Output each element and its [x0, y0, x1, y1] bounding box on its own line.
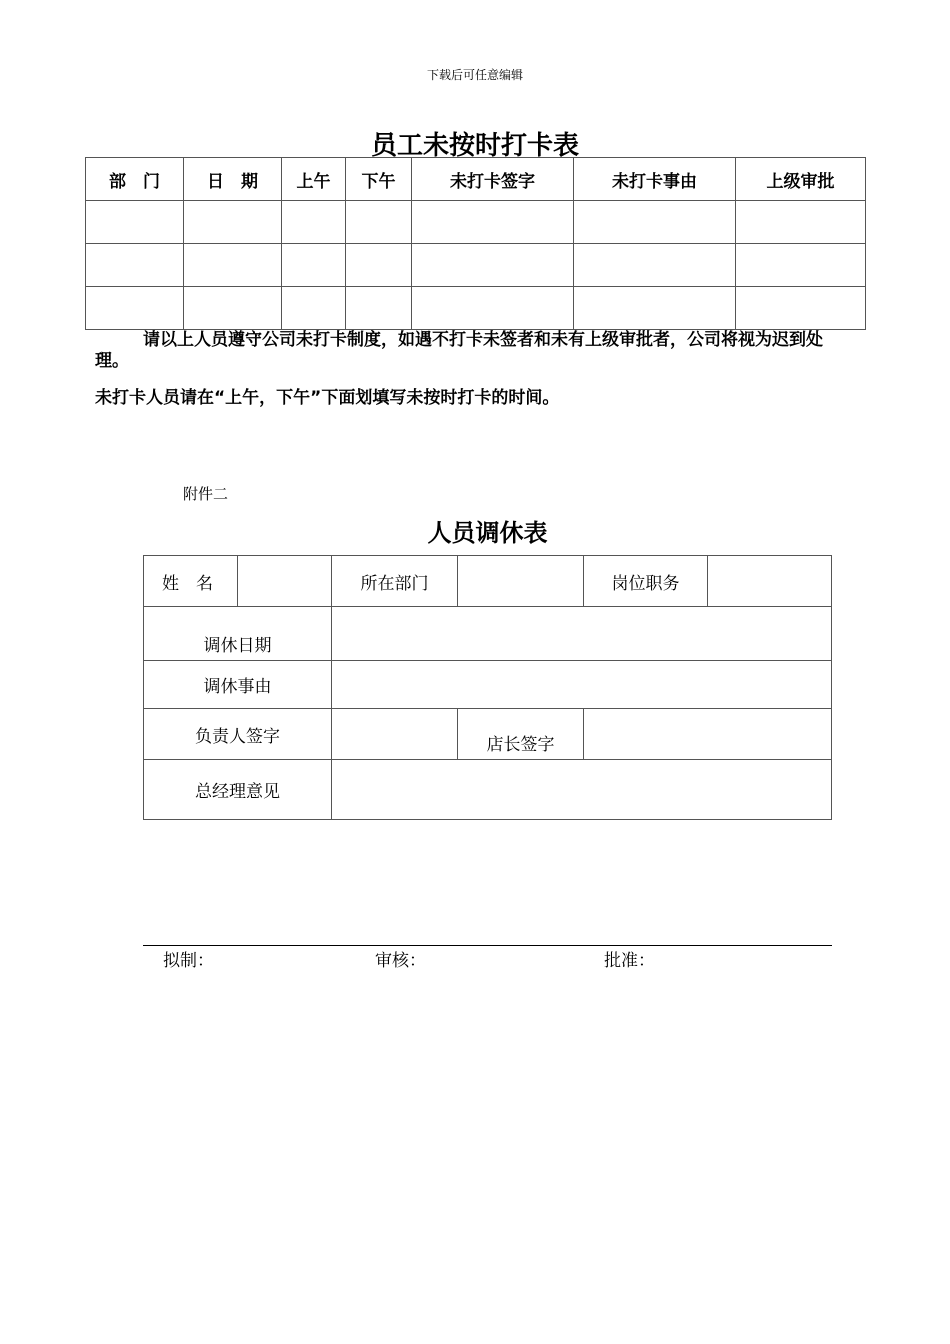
blank-cell[interactable]	[736, 287, 866, 330]
blank-cell[interactable]	[574, 287, 736, 330]
position-label: 岗位职务	[584, 556, 708, 607]
blank-cell[interactable]	[184, 287, 282, 330]
leave-date-label: 调休日期	[144, 607, 332, 661]
blank-cell[interactable]	[282, 287, 346, 330]
name-field[interactable]	[238, 556, 332, 607]
leave-form-table	[143, 555, 832, 820]
name-label: 姓 名	[144, 556, 238, 607]
blank-cell[interactable]	[346, 201, 412, 244]
table-row	[86, 244, 866, 287]
blank-cell[interactable]	[574, 244, 736, 287]
leave-reason-field[interactable]	[332, 661, 832, 709]
signature-divider	[143, 945, 832, 946]
blank-cell[interactable]	[346, 287, 412, 330]
blank-cell[interactable]	[282, 244, 346, 287]
header-morning: 上午	[282, 158, 346, 201]
blank-cell[interactable]	[86, 244, 184, 287]
annex-label: 附件二	[183, 485, 229, 503]
review-signature-label: 审核：	[375, 951, 426, 971]
table-header-row	[86, 158, 866, 201]
table-row	[86, 287, 866, 330]
store-manager-sign-label: 店长签字	[458, 709, 584, 760]
blank-cell[interactable]	[184, 244, 282, 287]
notice-text-2: 未打卡人员请在“上午，下午”下面划填写未按时打卡的时间。	[95, 388, 560, 408]
gm-opinion-field[interactable]	[332, 760, 832, 820]
form1-title: 员工未按时打卡表	[370, 131, 579, 161]
header-reason: 未打卡事由	[574, 158, 736, 201]
table-row	[144, 556, 832, 607]
notice-text-1: 请以上人员遵守公司未打卡制度，如遇不打卡未签者和未有上级审批者，公司将视为迟到处理。	[95, 330, 823, 371]
draft-signature-label: 拟制：	[163, 951, 214, 971]
header-signature: 未打卡签字	[412, 158, 574, 201]
manager-sign-field[interactable]	[332, 709, 458, 760]
blank-cell[interactable]	[184, 201, 282, 244]
blank-cell[interactable]	[346, 244, 412, 287]
form2-title: 人员调休表	[427, 519, 548, 547]
store-manager-sign-field[interactable]	[584, 709, 832, 760]
blank-cell[interactable]	[412, 244, 574, 287]
blank-cell[interactable]	[282, 201, 346, 244]
manager-sign-label: 负责人签字	[144, 709, 332, 760]
header-approval: 上级审批	[736, 158, 866, 201]
header-note: 下载后可任意编辑	[426, 68, 523, 82]
approve-signature-label: 批准：	[604, 951, 655, 971]
blank-cell[interactable]	[412, 287, 574, 330]
blank-cell[interactable]	[736, 244, 866, 287]
attendance-table	[85, 157, 866, 330]
position-field[interactable]	[708, 556, 832, 607]
blank-cell[interactable]	[86, 201, 184, 244]
blank-cell[interactable]	[574, 201, 736, 244]
table-row	[144, 661, 832, 709]
gm-opinion-label: 总经理意见	[144, 760, 332, 820]
blank-cell[interactable]	[736, 201, 866, 244]
header-date: 日 期	[184, 158, 282, 201]
table-row	[144, 760, 832, 820]
table-row	[144, 607, 832, 661]
blank-cell[interactable]	[86, 287, 184, 330]
table-row	[144, 709, 832, 760]
department-field[interactable]	[458, 556, 584, 607]
header-department: 部 门	[86, 158, 184, 201]
table-row	[86, 201, 866, 244]
header-afternoon: 下午	[346, 158, 412, 201]
blank-cell[interactable]	[412, 201, 574, 244]
leave-reason-label: 调休事由	[144, 661, 332, 709]
leave-date-field[interactable]	[332, 607, 832, 661]
department-label: 所在部门	[332, 556, 458, 607]
